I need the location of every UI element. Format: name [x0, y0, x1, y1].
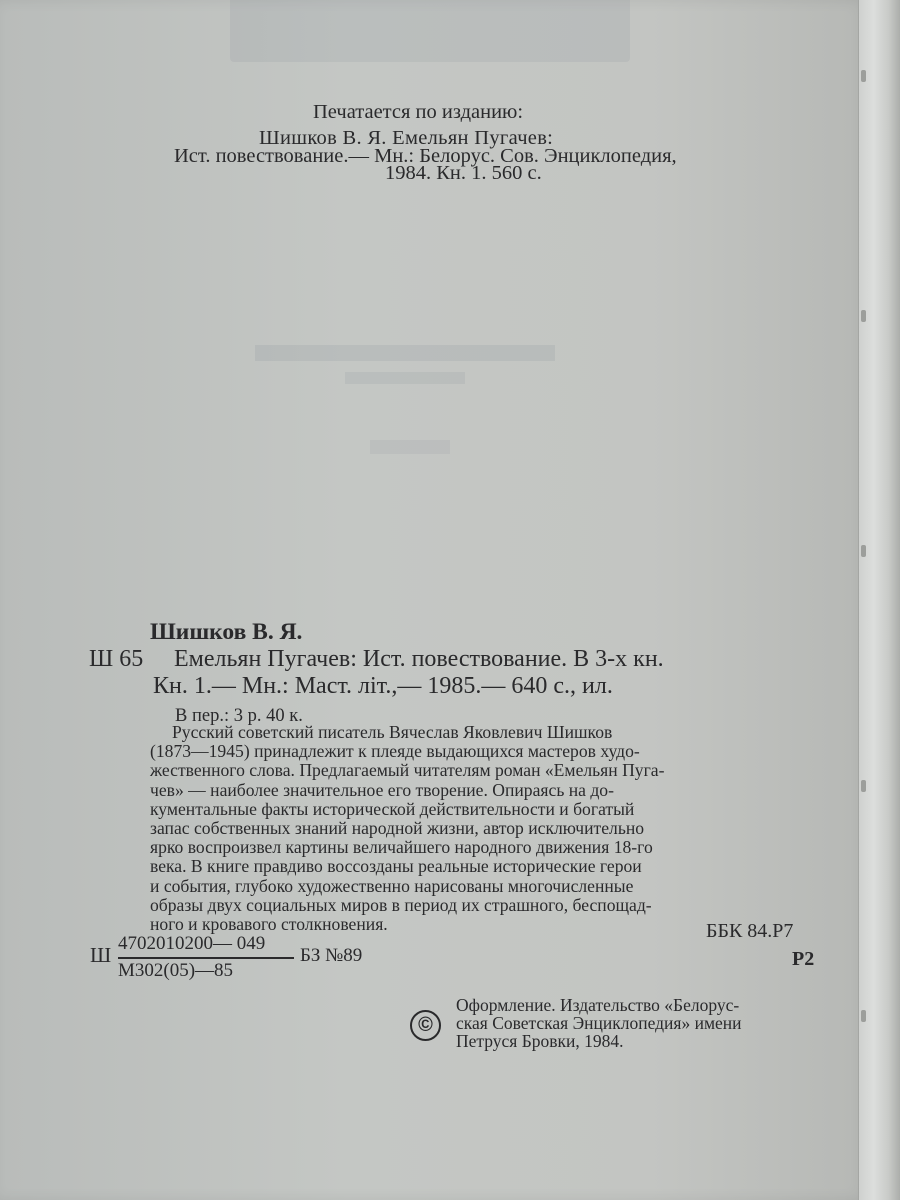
catalog-index-code: Ш 65	[89, 646, 144, 672]
binding-stitch	[861, 1010, 866, 1022]
annotation-line: жественного слова. Предлагаемый читателям роман «Емельян Пуга-	[150, 760, 665, 781]
binding-stitch	[861, 545, 866, 557]
copyright-line: ская Советская Энциклопедия» имени	[456, 1013, 742, 1033]
show-through-shadow	[255, 345, 555, 361]
annotation-line: кументальные факты исторической действительности и богатый	[150, 798, 635, 819]
annotation-line: ярко воспроизвел картины величайшего народного движения 18-го	[150, 837, 653, 858]
copyright-line: Оформление. Издательство «Белорус-	[456, 995, 740, 1015]
show-through-shadow	[230, 0, 630, 62]
code-letter: Ш	[90, 943, 112, 967]
binding-stitch	[861, 780, 866, 792]
catalog-annotation	[150, 723, 820, 934]
annotation-line: образы двух социальных миров в период их страшного, беспощад-	[150, 894, 652, 915]
annotation-line: запас собственных знаний народной жизни, автор исключительно	[150, 818, 645, 839]
annotation-line: чев» — наиболее значительное его творение. Опираясь на до-	[150, 779, 614, 800]
catalog-title-line: Емельян Пугачев: Ист. повествование. В 3-х кн.	[174, 646, 664, 672]
annotation-line: ного и кровавого столкновения.	[150, 914, 388, 935]
annotation-line: Русский советский писатель Вячеслав Яковлевич Шишков	[172, 722, 613, 742]
code-numerator: 4702010200— 049	[118, 933, 266, 954]
catalog-author: Шишков В. Я.	[150, 619, 303, 645]
code-bbk: ББК 84.Р7	[706, 920, 794, 942]
annotation-line: и события, глубоко художественно нарисованы многочисленные	[150, 875, 634, 896]
show-through-shadow	[370, 440, 450, 454]
source-edition-line: 1984. Кн. 1. 560 с.	[385, 162, 542, 184]
catalog-imprint-line: Кн. 1.— Мн.: Маст. літ.,— 1985.— 640 с., ил.	[153, 673, 613, 699]
copyright-icon: ©	[410, 1010, 441, 1041]
annotation-line: века. В книге правдиво воссозданы реальные исторические герои	[150, 856, 642, 877]
source-edition-line: Ист. повествование.— Мн.: Белорус. Сов. Энциклопедия,	[174, 145, 677, 167]
source-edition-line: Шишков В. Я. Емельян Пугачев:	[259, 127, 554, 149]
code-r2: Р2	[792, 948, 815, 970]
annotation-line: (1873—1945) принадлежит к плеяде выдающихся мастеров худо-	[150, 741, 640, 762]
code-bz: БЗ №89	[300, 945, 363, 966]
code-denominator: М302(05)—85	[118, 960, 234, 981]
source-edition-heading: Печатается по изданию:	[313, 101, 524, 123]
catalog-price: В пер.: 3 р. 40 к.	[175, 706, 303, 726]
binding-stitch	[861, 70, 866, 82]
copyright-line: Петруся Бровки, 1984.	[456, 1031, 624, 1051]
code-fraction-bar	[118, 957, 294, 959]
show-through-shadow	[345, 372, 465, 384]
binding-stitch	[861, 310, 866, 322]
